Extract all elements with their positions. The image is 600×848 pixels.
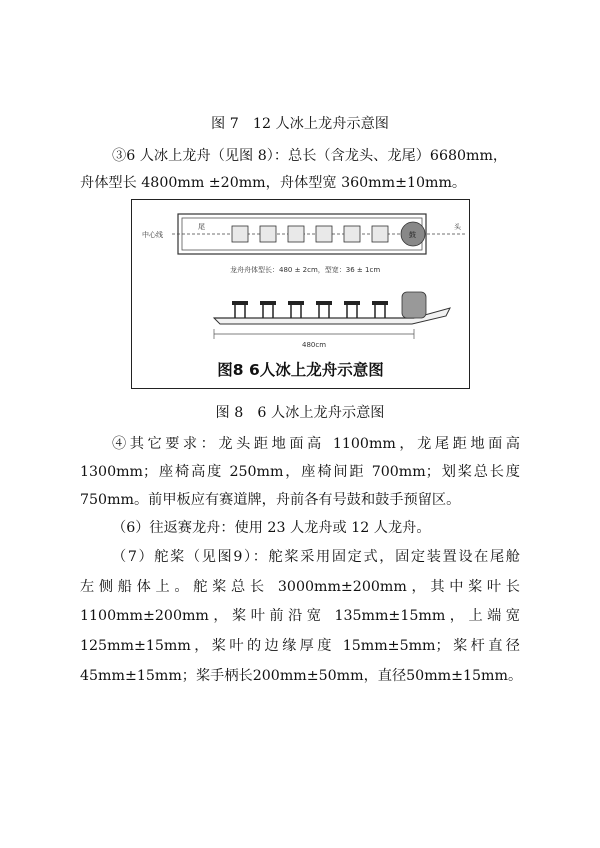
side-seat: [288, 301, 304, 318]
side-drum: [402, 292, 426, 318]
tail-label: 尾: [198, 223, 205, 231]
seat-top: [232, 226, 248, 242]
seat-top: [316, 226, 332, 242]
side-seat: [344, 301, 360, 318]
figure7-caption: 图 7 12 人冰上龙舟示意图: [211, 116, 389, 132]
other-requirements-line2: 1300mm；座椅高度 250mm，座椅间距 700mm；划桨总长度: [80, 464, 520, 480]
boat6-spec-line2: 舟体型长 4800mm ±20mm，舟体型宽 360mm±10mm。: [80, 175, 467, 191]
side-seat: [316, 301, 332, 318]
seat-top: [288, 226, 304, 242]
center-line-label: 中心线: [142, 231, 163, 239]
seat-top: [372, 226, 388, 242]
rudder-line5: 45mm±15mm；桨手柄长200mm±50mm，直径50mm±15mm。: [80, 668, 523, 684]
side-seat: [260, 301, 276, 318]
return-race-paragraph: （6）往返赛龙舟：使用 23 人龙舟或 12 人龙舟。: [112, 520, 431, 536]
side-seat: [372, 301, 388, 318]
rudder-line2: 左侧船体上。舵桨总长 3000mm±200mm，其中桨叶长: [80, 579, 520, 595]
rudder-line3: 1100mm±200mm，桨叶前沿宽 135mm±15mm，上端宽: [80, 608, 520, 624]
figure8-diagram: [131, 199, 470, 389]
length-label: 480cm: [302, 341, 327, 349]
head-label: 头: [454, 223, 461, 231]
other-requirements-line3: 750mm。前甲板应有赛道牌，舟前各有号鼓和鼓手预留区。: [80, 492, 461, 508]
other-requirements-line1: ④其它要求：龙头距地面高 1100mm，龙尾距地面高: [112, 436, 520, 452]
rudder-line4: 125mm±15mm，桨叶的边缘厚度 15mm±5mm；桨杆直径: [80, 638, 520, 654]
rudder-line1: （7）舵桨（见图9）：舵桨采用固定式，固定装置设在尾舱: [112, 549, 520, 565]
seat-top: [260, 226, 276, 242]
boat6-spec-line1: ③6 人冰上龙舟（见图 8）：总长（含龙头、龙尾）6680mm，: [112, 148, 508, 164]
seat-top: [344, 226, 360, 242]
dims-label: 龙舟舟体型长：480 ± 2cm，型宽：36 ± 1cm: [230, 266, 381, 274]
figure8-embedded-title: 图8 6人冰上龙舟示意图: [217, 361, 384, 379]
figure8-caption: 图 8 6 人冰上龙舟示意图: [215, 405, 385, 421]
side-seat: [232, 301, 248, 318]
drum-label: 鼓: [409, 231, 416, 239]
